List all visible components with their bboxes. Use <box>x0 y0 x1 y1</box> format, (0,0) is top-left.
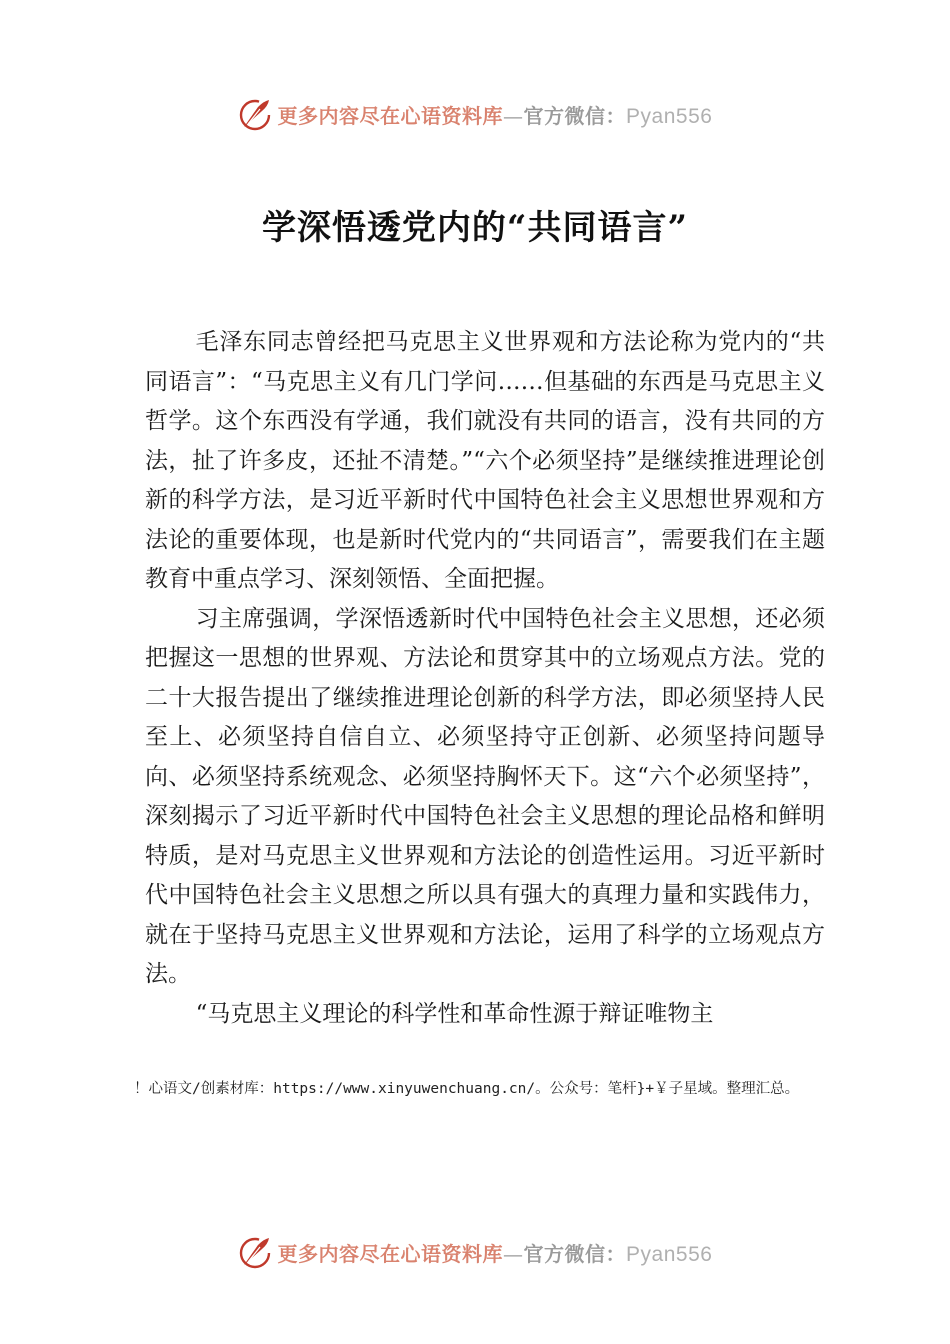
banner-label: 官方微信： <box>523 1241 627 1266</box>
paragraph-2: 习主席强调，学深悟透新时代中国特色社会主义思想，还必须把握这一思想的世界观、方法论和贯穿其中的立场观点方法。党的二十大报告提出了继续推进理论创新的科学方法，即必须坚持人民至上、必须坚持自信自立、必须坚持守正创新、必须坚持问题导向、必须坚持系统观念、必须坚持胸怀天下。这“六个必须坚持”，深刻揭示了习近平新时代中国特色社会主义思想的理论品格和鲜明特质，是对马克思主义世界观和方法论的创造性运用。习近平新时代中国特色社会主义思想之所以具有强大的真理力量和实践伟力，就在于坚持马克思主义世界观和方法论，运用了科学的立场观点方法。 <box>145 605 825 987</box>
banner-main-text: 更多内容尽在心语资料库 <box>277 1241 504 1266</box>
quill-pen-circle-icon <box>238 97 272 131</box>
banner-wechat-id: Pyan556 <box>626 104 713 128</box>
header-banner <box>0 94 950 134</box>
banner-wechat-id: Pyan556 <box>626 1242 713 1266</box>
banner-main-text: 更多内容尽在心语资料库 <box>277 103 504 128</box>
source-note: ！心语文/创素材库：https://www.xinyuwenchuang.cn/。公众号：笔杆}+￥子星域。整理汇总。 <box>134 1081 800 1097</box>
footer-banner <box>0 1232 950 1272</box>
banner-separator: — <box>503 103 524 128</box>
banner-separator: — <box>503 1241 524 1266</box>
quill-pen-circle-icon <box>238 1235 272 1269</box>
paragraph-1: 毛泽东同志曾经把马克思主义世界观和方法论称为党内的“共同语言”：“马克思主义有几门学问……但基础的东西是马克思主义哲学。这个东西没有学通，我们就没有共同的语言，没有共同的方法，扯了许多皮，还扯不清楚。”“六个必须坚持”是继续推进理论创新的科学方法，是习近平新时代中国特色社会主义思想世界观和方法论的重要体现，也是新时代党内的“共同语言”，需要我们在主题教育中重点学习、深刻领悟、全面把握。 <box>145 329 825 592</box>
banner-label: 官方微信： <box>523 103 627 128</box>
paragraph-3: “马克思主义理论的科学性和革命性源于辩证唯物主 <box>195 1000 714 1027</box>
document-body <box>145 323 825 1034</box>
document-title: 学深悟透党内的“共同语言” <box>261 208 689 248</box>
